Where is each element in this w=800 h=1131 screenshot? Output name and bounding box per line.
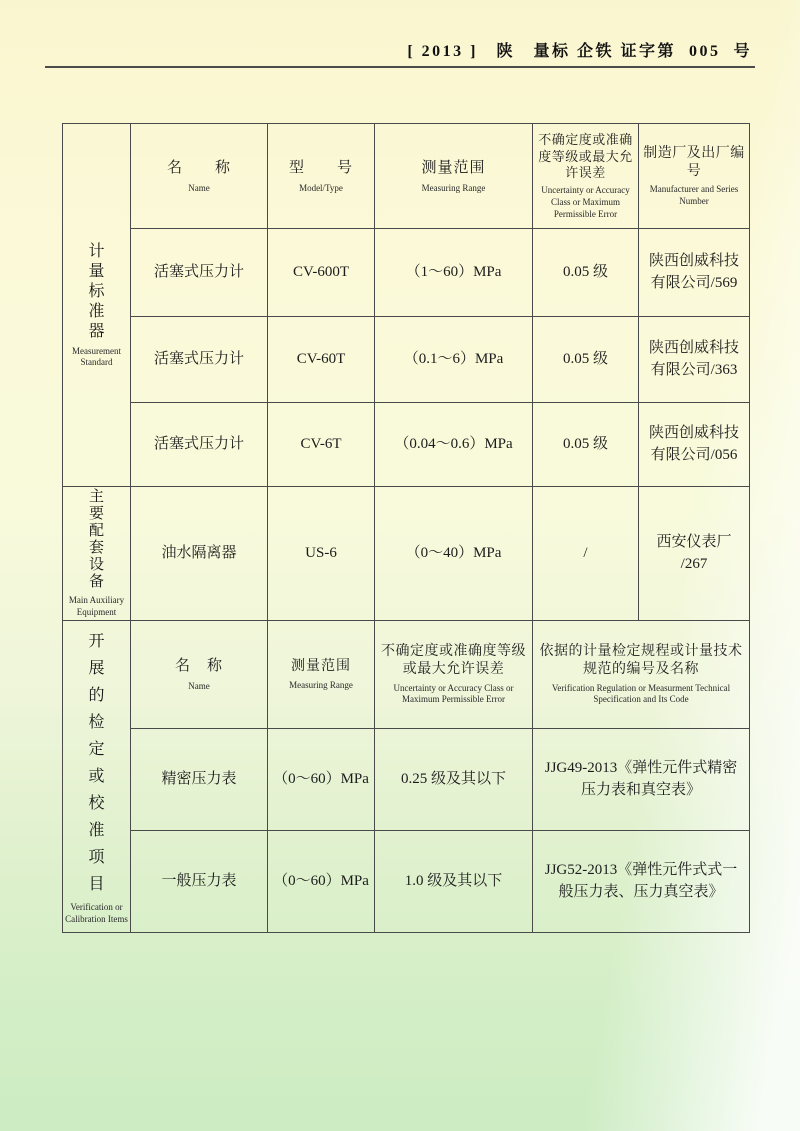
section-label-zh: 主要配套设备 (88, 489, 104, 591)
table-cell-name: 活塞式压力计 (131, 403, 268, 487)
col-header-en: Name (188, 182, 210, 193)
col-header-uncertainty (533, 124, 639, 229)
table-cell-regulation: JJG49-2013《弹性元件式精密压力表和真空表》 (533, 729, 750, 831)
subheader-uncertainty (375, 621, 533, 729)
table-cell-name: 活塞式压力计 (131, 317, 268, 403)
col-header-en: Name (188, 681, 210, 692)
table-cell-regulation: JJG52-2013《弹性元件式式一般压力表、压力真空表》 (533, 831, 750, 933)
col-header-en: Verification Regulation or Measurment Technical Specification and Its Code (551, 682, 731, 705)
col-header-zh: 制造厂及出厂编号 (643, 145, 745, 179)
col-header-en: Uncertainty or Accuracy Class or Maximum Permissible Error (541, 185, 630, 219)
col-header-zh: 测量范围 (291, 659, 351, 674)
section-label-en: Main Auxiliary Equipment (68, 595, 125, 617)
table-cell-manufacturer: 陕西创威科技有限公司/569 (639, 229, 750, 317)
table-cell-accuracy: 1.0 级及其以下 (375, 831, 533, 933)
col-header-zh: 型 号 (288, 159, 353, 176)
table-cell-accuracy: 0.05 级 (533, 317, 639, 403)
table-cell-name: 油水隔离器 (131, 487, 268, 621)
col-header-zh: 不确定度或准确度等级或最大允许误差 (538, 131, 633, 181)
table-cell-accuracy: / (533, 487, 639, 621)
col-header-range (375, 124, 533, 229)
table-cell-manufacturer: 陕西创威科技有限公司/363 (639, 317, 750, 403)
table-cell-range: （0～60）MPa (268, 831, 375, 933)
section-label-main-auxiliary-equipment (63, 487, 131, 621)
table-cell-manufacturer: 陕西创威科技有限公司/056 (639, 403, 750, 487)
subheader-name (131, 621, 268, 729)
col-header-en: Measuring Range (289, 680, 353, 691)
table-cell-model: CV-600T (268, 229, 375, 317)
table-cell-accuracy: 0.05 级 (533, 403, 639, 487)
subheader-range (268, 621, 375, 729)
section-label-en: Verification or Calibration Items (65, 902, 128, 924)
section-label-zh: 开展的检定或校准项目 (88, 633, 105, 894)
col-header-zh: 不确定度或准确度等级或最大允许误差 (381, 644, 526, 678)
table-cell-name: 精密压力表 (131, 729, 268, 831)
col-header-en: Measuring Range (421, 182, 486, 193)
table-cell-model: CV-60T (268, 317, 375, 403)
header-rule (45, 66, 755, 68)
table-cell-range: （0.1～6）MPa (375, 317, 533, 403)
certificate-number: [ 2013 ] 陕 量标 企铁 证字第 005 号 (407, 43, 752, 60)
section-label-verification-items (63, 621, 131, 933)
col-header-zh: 名 称 (174, 658, 223, 675)
col-header-manufacturer (639, 124, 750, 229)
col-header-en: Manufacturer and Series Number (649, 184, 739, 206)
table-cell-range: （0～60）MPa (268, 729, 375, 831)
col-header-model (268, 124, 375, 229)
col-header-en: Model/Type (299, 182, 343, 193)
table-cell-range: （0.04～0.6）MPa (375, 403, 533, 487)
col-header-name (131, 124, 268, 229)
col-header-en: Uncertainty or Accuracy Class or Maximum Permissible Error (393, 682, 514, 705)
table-cell-manufacturer: 西安仪表厂 /267 (639, 487, 750, 621)
table-cell-model: US-6 (268, 487, 375, 621)
col-header-zh: 测量范围 (421, 159, 486, 176)
section-label-measurement-standard (63, 124, 131, 487)
col-header-zh: 名 称 (166, 159, 231, 176)
section-label-en: Measurement Standard (72, 345, 121, 367)
table-cell-name: 活塞式压力计 (131, 229, 268, 317)
table-cell-name: 一般压力表 (131, 831, 268, 933)
col-header-zh: 依据的计量检定规程或计量技术规范的编号及名称 (539, 644, 743, 678)
table-cell-accuracy: 0.25 级及其以下 (375, 729, 533, 831)
table-cell-model: CV-6T (268, 403, 375, 487)
table-cell-accuracy: 0.05 级 (533, 229, 639, 317)
equipment-table (62, 123, 750, 933)
section-label-zh: 计量标准器 (88, 242, 105, 340)
table-cell-range: （0～40）MPa (375, 487, 533, 621)
table-cell-range: （1～60）MPa (375, 229, 533, 317)
subheader-regulation (533, 621, 750, 729)
